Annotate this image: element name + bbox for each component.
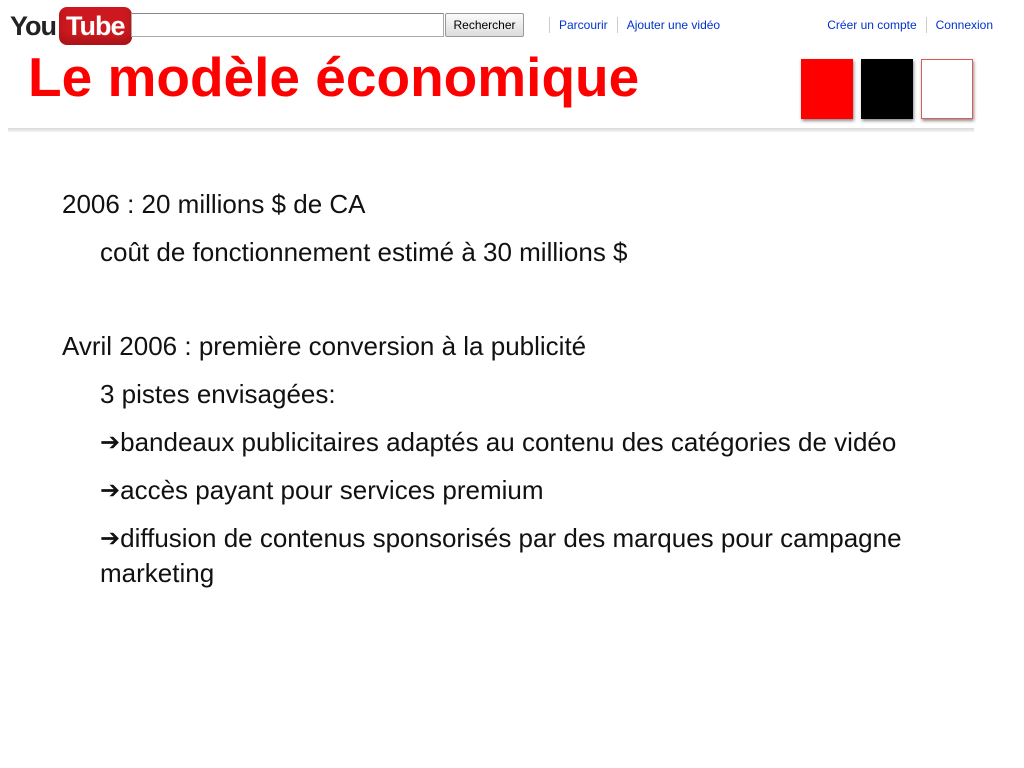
nav-separator: [549, 17, 550, 33]
bullet-sub: 3 pistes envisagées:: [100, 379, 336, 409]
option-item: [100, 425, 972, 460]
bullet-heading: 2006 : 20 millions $ de CA: [62, 189, 366, 219]
option-text: diffusion de contenus sponsorisés par des marques pour campagne marketing: [100, 523, 902, 588]
logo-tube-text: Tube: [66, 10, 125, 41]
nav-link-ajouter-video[interactable]: Ajouter une vidéo: [626, 18, 721, 32]
option-item: [100, 521, 972, 591]
spacer: [62, 283, 972, 329]
search-button[interactable]: Rechercher: [445, 13, 524, 37]
nav-link-creer-compte[interactable]: Créer un compte: [827, 18, 917, 32]
search-input[interactable]: [131, 13, 444, 37]
arrow-right-icon: ➔: [100, 477, 121, 504]
deco-square-white: [921, 59, 973, 119]
logo-tube-box: [59, 7, 132, 45]
bullet-sub: coût de fonctionnement estimé à 30 millions $: [100, 237, 628, 267]
arrow-right-icon: ➔: [100, 429, 121, 456]
logo-you-text: You: [10, 10, 56, 41]
arrow-right-icon: ➔: [100, 525, 121, 552]
nav-left: [540, 17, 720, 33]
deco-square-red: [801, 59, 853, 119]
slide-content: [62, 187, 972, 604]
title-divider: [8, 128, 974, 132]
option-text: bandeaux publicitaires adaptés au contenu des catégories de vidéo: [120, 427, 897, 457]
nav-link-parcourir[interactable]: Parcourir: [559, 18, 608, 32]
nav-separator: [617, 17, 618, 33]
nav-link-connexion[interactable]: Connexion: [935, 18, 993, 32]
nav-separator: [926, 17, 927, 33]
option-item: [100, 473, 972, 508]
deco-square-black: [861, 59, 913, 119]
bullet-heading: Avril 2006 : première conversion à la publicité: [62, 331, 587, 361]
youtube-logo[interactable]: [10, 6, 132, 46]
slide-title: Le modèle économique: [28, 46, 640, 108]
nav-right: [827, 17, 993, 33]
option-text: accès payant pour services premium: [120, 475, 544, 505]
